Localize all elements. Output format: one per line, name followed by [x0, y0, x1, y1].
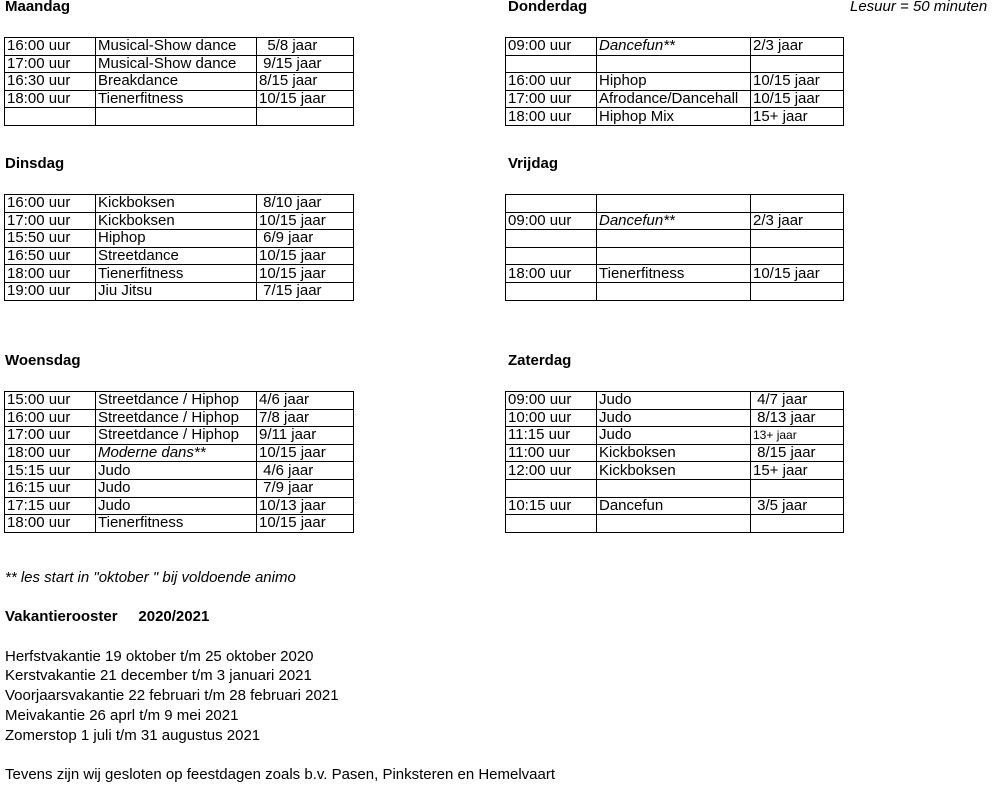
activity-cell: Tienerfitness: [96, 515, 257, 533]
activity-cell: Musical-Show dance: [96, 55, 257, 73]
age-cell: 10/15 jaar: [257, 444, 354, 462]
time-cell: 18:00 uur: [5, 90, 96, 108]
schedule-row: [506, 427, 844, 445]
schedule-row: [506, 515, 844, 533]
schedule-row: [506, 282, 844, 300]
age-cell: 10/15 jaar: [257, 212, 354, 230]
activity-cell: Streetdance: [96, 247, 257, 265]
schedule-row: [506, 409, 844, 427]
time-cell: 15:50 uur: [5, 230, 96, 248]
schedule-table-dinsdag: [4, 194, 354, 301]
schedule-row: [5, 427, 354, 445]
lesuur-note: Lesuur = 50 minuten: [850, 0, 988, 15]
age-cell: 10/13 jaar: [257, 497, 354, 515]
age-cell: [751, 479, 844, 497]
activity-cell: [597, 247, 751, 265]
schedule-row: [506, 73, 844, 91]
vakantie-line-mei: Meivakantie 26 aprl t/m 9 mei 2021: [5, 707, 239, 724]
schedule-row: [5, 479, 354, 497]
activity-cell: Kickboksen: [96, 212, 257, 230]
time-cell: [506, 515, 597, 533]
schedule-row: [506, 497, 844, 515]
schedule-table-vrijdag: [505, 194, 844, 301]
age-cell: [751, 282, 844, 300]
time-cell: [5, 108, 96, 126]
schedule-row: [506, 230, 844, 248]
age-cell: 2/3 jaar: [751, 38, 844, 56]
activity-cell: Tienerfitness: [597, 265, 751, 283]
vakantie-line-herfst: Herfstvakantie 19 oktober t/m 25 oktober 2020: [5, 648, 314, 665]
age-cell: 6/9 jaar: [257, 230, 354, 248]
schedule-row: [5, 55, 354, 73]
age-cell: 10/15 jaar: [257, 265, 354, 283]
schedule-row: [506, 444, 844, 462]
activity-cell: [597, 282, 751, 300]
activity-cell: Kickboksen: [597, 444, 751, 462]
time-cell: [506, 282, 597, 300]
schedule-row: [506, 195, 844, 213]
schedule-row: [5, 462, 354, 480]
schedule-row: [5, 73, 354, 91]
day-title-woensdag: Woensdag: [5, 352, 81, 369]
schedule-row: [5, 409, 354, 427]
day-title-zaterdag: Zaterdag: [508, 352, 572, 369]
age-cell: 15+ jaar: [751, 108, 844, 126]
time-cell: [506, 230, 597, 248]
age-cell: 9/15 jaar: [257, 55, 354, 73]
age-cell: 7/8 jaar: [257, 409, 354, 427]
activity-cell: [597, 230, 751, 248]
time-cell: 17:00 uur: [5, 212, 96, 230]
time-cell: 18:00 uur: [5, 444, 96, 462]
activity-cell: Hiphop: [597, 73, 751, 91]
activity-cell: Judo: [96, 479, 257, 497]
age-cell: [751, 515, 844, 533]
activity-cell: [597, 515, 751, 533]
age-cell: 13+ jaar: [751, 427, 844, 445]
vakantie-title: Vakantierooster 2020/2021: [5, 608, 210, 625]
activity-cell: Kickboksen: [597, 462, 751, 480]
schedule-row: [5, 90, 354, 108]
activity-cell: Judo: [96, 462, 257, 480]
activity-cell: Judo: [597, 427, 751, 445]
time-cell: 12:00 uur: [506, 462, 597, 480]
age-cell: [751, 195, 844, 213]
time-cell: 18:00 uur: [5, 515, 96, 533]
time-cell: 16:15 uur: [5, 479, 96, 497]
activity-cell: Judo: [597, 409, 751, 427]
activity-cell: Streetdance / Hiphop: [96, 392, 257, 410]
time-cell: 15:00 uur: [5, 392, 96, 410]
time-cell: 17:15 uur: [5, 497, 96, 515]
vakantie-line-kerst: Kerstvakantie 21 december t/m 3 januari 2021: [5, 667, 312, 684]
vakantie-line-voorjaar: Voorjaarsvakantie 22 februari t/m 28 februari 2021: [5, 687, 339, 704]
schedule-row: [506, 247, 844, 265]
schedule-row: [5, 265, 354, 283]
time-cell: [506, 195, 597, 213]
activity-cell: [597, 195, 751, 213]
schedule-row: [506, 55, 844, 73]
activity-cell: [597, 479, 751, 497]
schedule-row: [5, 282, 354, 300]
time-cell: 16:00 uur: [5, 409, 96, 427]
day-title-maandag: Maandag: [5, 0, 71, 15]
time-cell: 09:00 uur: [506, 392, 597, 410]
schedule-table-woensdag: [4, 391, 354, 533]
age-cell: 10/15 jaar: [257, 90, 354, 108]
age-cell: 4/7 jaar: [751, 392, 844, 410]
time-cell: [506, 55, 597, 73]
time-cell: 15:15 uur: [5, 462, 96, 480]
schedule-row: [506, 265, 844, 283]
schedule-row: [506, 108, 844, 126]
activity-cell: Streetdance / Hiphop: [96, 409, 257, 427]
schedule-row: [5, 392, 354, 410]
time-cell: [506, 479, 597, 497]
time-cell: 16:00 uur: [5, 195, 96, 213]
vakantie-line-zomer: Zomerstop 1 juli t/m 31 augustus 2021: [5, 727, 261, 744]
schedule-row: [506, 90, 844, 108]
age-cell: 9/11 jaar: [257, 427, 354, 445]
age-cell: 10/15 jaar: [257, 515, 354, 533]
footnote: ** les start in "oktober " bij voldoende animo: [5, 569, 296, 586]
age-cell: 4/6 jaar: [257, 392, 354, 410]
schedule-row: [5, 38, 354, 56]
age-cell: 8/13 jaar: [751, 409, 844, 427]
activity-cell: Dancefun**: [597, 212, 751, 230]
time-cell: 16:30 uur: [5, 73, 96, 91]
schedule-table-maandag: [4, 37, 354, 126]
activity-cell: Musical-Show dance: [96, 38, 257, 56]
day-title-vrijdag: Vrijdag: [508, 155, 559, 172]
activity-cell: Judo: [597, 392, 751, 410]
time-cell: 11:00 uur: [506, 444, 597, 462]
time-cell: 16:00 uur: [506, 73, 597, 91]
activity-cell: Jiu Jitsu: [96, 282, 257, 300]
schedule-row: [506, 38, 844, 56]
age-cell: 7/15 jaar: [257, 282, 354, 300]
age-cell: [751, 247, 844, 265]
activity-cell: Kickboksen: [96, 195, 257, 213]
age-cell: [257, 108, 354, 126]
activity-cell: Moderne dans**: [96, 444, 257, 462]
activity-cell: [96, 108, 257, 126]
age-cell: 15+ jaar: [751, 462, 844, 480]
age-cell: 7/9 jaar: [257, 479, 354, 497]
age-cell: 8/15 jaar: [751, 444, 844, 462]
schedule-row: [5, 444, 354, 462]
schedule-table-donderdag: [505, 37, 844, 126]
schedule-table-zaterdag: [505, 391, 844, 533]
time-cell: 16:50 uur: [5, 247, 96, 265]
activity-cell: Streetdance / Hiphop: [96, 427, 257, 445]
schedule-row: [506, 479, 844, 497]
time-cell: 17:00 uur: [5, 55, 96, 73]
time-cell: 11:15 uur: [506, 427, 597, 445]
schedule-row: [506, 212, 844, 230]
day-title-dinsdag: Dinsdag: [5, 155, 65, 172]
schedule-row: [5, 195, 354, 213]
schedule-row: [506, 392, 844, 410]
activity-cell: Dancefun: [597, 497, 751, 515]
activity-cell: Dancefun**: [597, 38, 751, 56]
age-cell: 8/15 jaar: [257, 73, 354, 91]
day-title-donderdag: Donderdag: [508, 0, 588, 15]
time-cell: 18:00 uur: [506, 108, 597, 126]
activity-cell: Judo: [96, 497, 257, 515]
age-cell: 8/10 jaar: [257, 195, 354, 213]
time-cell: 19:00 uur: [5, 282, 96, 300]
activity-cell: Breakdance: [96, 73, 257, 91]
schedule-row: [5, 212, 354, 230]
activity-cell: Hiphop Mix: [597, 108, 751, 126]
time-cell: 10:00 uur: [506, 409, 597, 427]
age-cell: 10/15 jaar: [751, 73, 844, 91]
activity-cell: Tienerfitness: [96, 90, 257, 108]
age-cell: 4/6 jaar: [257, 462, 354, 480]
time-cell: 17:00 uur: [5, 427, 96, 445]
age-cell: [751, 55, 844, 73]
age-cell: 3/5 jaar: [751, 497, 844, 515]
age-cell: [751, 230, 844, 248]
schedule-row: [5, 497, 354, 515]
age-cell: 10/15 jaar: [751, 90, 844, 108]
schedule-row: [5, 247, 354, 265]
time-cell: [506, 247, 597, 265]
schedule-row: [506, 462, 844, 480]
activity-cell: [597, 55, 751, 73]
age-cell: 5/8 jaar: [257, 38, 354, 56]
age-cell: 10/15 jaar: [751, 265, 844, 283]
time-cell: 09:00 uur: [506, 212, 597, 230]
age-cell: 10/15 jaar: [257, 247, 354, 265]
time-cell: 17:00 uur: [506, 90, 597, 108]
time-cell: 10:15 uur: [506, 497, 597, 515]
age-cell: 2/3 jaar: [751, 212, 844, 230]
schedule-row: [5, 230, 354, 248]
activity-cell: Hiphop: [96, 230, 257, 248]
closing-note: Tevens zijn wij gesloten op feestdagen zoals b.v. Pasen, Pinksteren en Hemelvaart: [5, 766, 556, 783]
activity-cell: Afrodance/Dancehall: [597, 90, 751, 108]
schedule-row: [5, 515, 354, 533]
time-cell: 09:00 uur: [506, 38, 597, 56]
time-cell: 18:00 uur: [506, 265, 597, 283]
time-cell: 18:00 uur: [5, 265, 96, 283]
time-cell: 16:00 uur: [5, 38, 96, 56]
schedule-row: [5, 108, 354, 126]
activity-cell: Tienerfitness: [96, 265, 257, 283]
